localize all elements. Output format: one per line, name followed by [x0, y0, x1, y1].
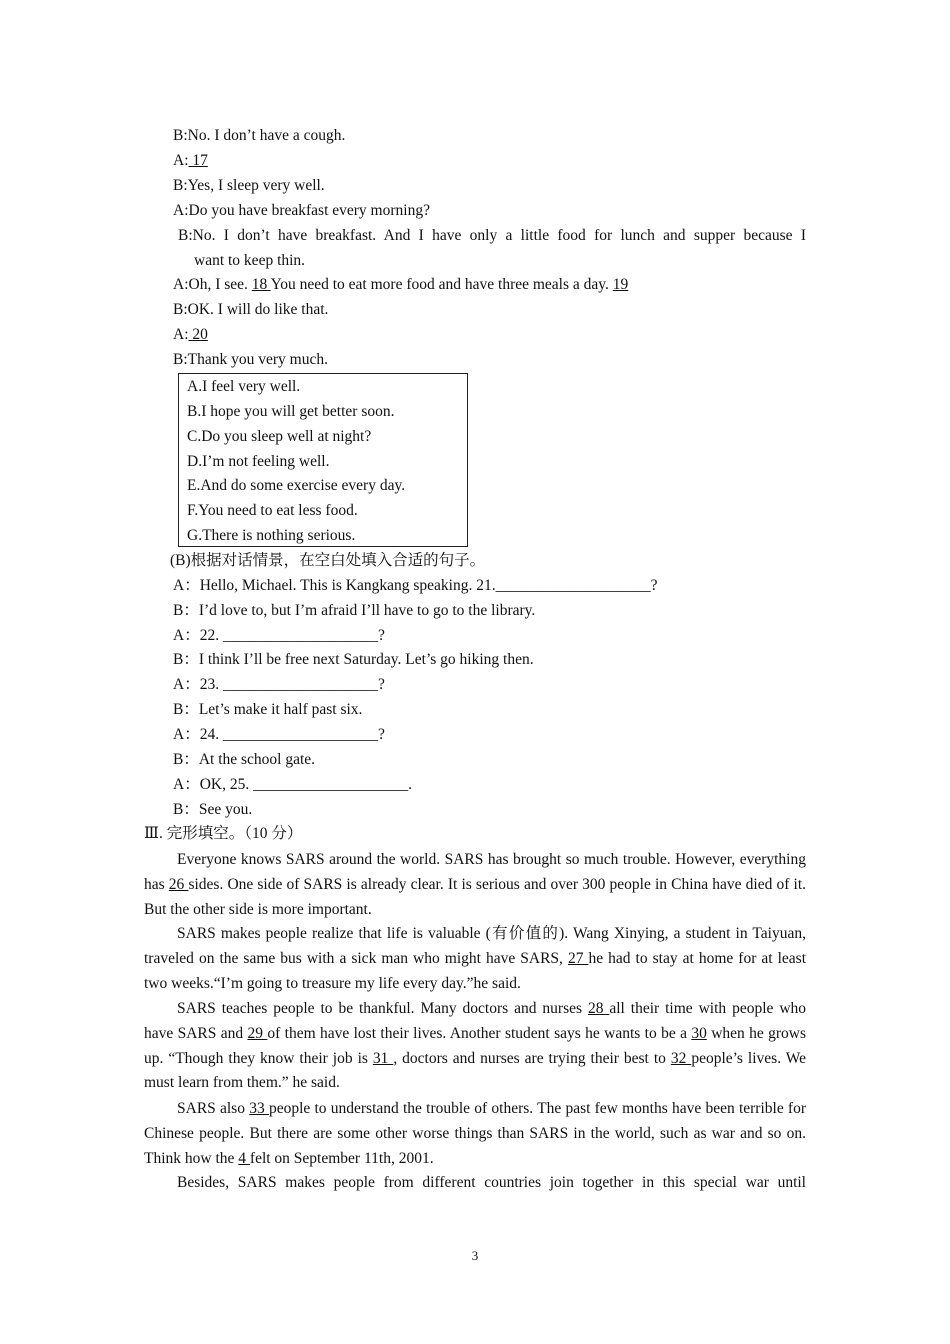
- option-item: A.I feel very well.: [187, 378, 301, 395]
- cloze-blank: 32: [670, 1049, 692, 1067]
- passage-paragraph: SARS teaches people to be thankful. Many doctors and nurses 28 all their time with people who have SARS and 29 of them have lost their lives. Another student says he wants to be a 30 when he grows up. “Though they know their job is 31 , doctors and nurses are trying their best to 32 people’s lives. We must learn from them.” he said.: [144, 1000, 807, 1092]
- passage-paragraph: Everyone knows SARS around the world. SARS has brought so much trouble. However, everything has 26 sides. One side of SARS is already clear. It is serious and over 300 people in China have died of it. But the other side is more important.: [144, 851, 807, 918]
- option-item: C.Do you sleep well at night?: [187, 428, 372, 445]
- options-box: [178, 373, 468, 547]
- dialogue-line: B:OK. I will do like that.: [173, 301, 329, 318]
- passage-paragraph: SARS makes people realize that life is valuable (有价值的). Wang Xinying, a student in Taiyuan, traveled on the same bus with a sick man who might have SARS, 27 he had to stay at home for at least two weeks.“I’m going to treasure my life every day.”he said.: [144, 925, 806, 992]
- dialogue-line: A: 20: [173, 326, 208, 343]
- dialogue-line: B：At the school gate.: [173, 751, 316, 768]
- option-item: F.You need to eat less food.: [187, 502, 358, 519]
- dialogue-line: A：Hello, Michael. This is Kangkang speaking. 21.____________________?: [173, 577, 658, 594]
- cloze-blank: 28: [587, 1000, 610, 1017]
- cloze-blank: 29: [247, 1024, 268, 1042]
- dialogue-line: B:No. I don’t have a cough.: [173, 127, 346, 144]
- dialogue-line: A：OK, 25. ____________________.: [173, 776, 412, 793]
- dialogue-line: B:Thank you very much.: [173, 351, 328, 368]
- dialogue-line: B：See you.: [173, 801, 253, 818]
- answer-blank: 18: [251, 276, 271, 293]
- section-title: Ⅲ. 完形填空。（10 分）: [144, 825, 303, 842]
- option-item: E.And do some exercise every day.: [187, 477, 406, 494]
- dialogue-line: A:Do you have breakfast every morning?: [173, 202, 430, 219]
- dialogue-line: B:Yes, I sleep very well.: [173, 177, 325, 194]
- cloze-blank: 26: [168, 875, 189, 893]
- part-b-title: (B)根据对话情景，在空白处填入合适的句子。: [170, 552, 486, 569]
- dialogue-line: A：22. ____________________?: [173, 627, 385, 644]
- answer-blank: 20: [188, 326, 208, 343]
- cloze-blank: 30: [691, 1024, 707, 1042]
- cloze-blank: 31: [372, 1049, 394, 1067]
- dialogue-line: B:No. I don’t have breakfast. And I have only a little food for lunch and supper because I: [178, 227, 806, 244]
- option-item: D.I’m not feeling well.: [187, 453, 330, 470]
- cloze-blank: 27: [567, 949, 589, 967]
- dialogue-line: A: 17: [173, 152, 208, 169]
- dialogue-line: A：24. ____________________?: [173, 726, 385, 743]
- option-item: G.There is nothing serious.: [187, 527, 356, 544]
- passage-paragraph: SARS also 33 people to understand the trouble of others. The past few months have been terrible for Chinese people. But there are some other worse things than SARS in the world, such as war and so on. Think how the 4 felt on September 11th, 2001.: [144, 1100, 806, 1167]
- dialogue-line: B：Let’s make it half past six.: [173, 701, 363, 718]
- cloze-blank: 4: [238, 1149, 250, 1167]
- option-item: B.I hope you will get better soon.: [187, 403, 395, 420]
- dialogue-line-continuation: want to keep thin.: [194, 252, 306, 269]
- answer-blank: 19: [612, 276, 629, 293]
- passage-paragraph: Besides, SARS makes people from different countries join together in this special war until: [177, 1174, 806, 1191]
- answer-blank: 17: [188, 152, 208, 169]
- dialogue-line: B：I’d love to, but I’m afraid I’ll have to go to the library.: [173, 602, 536, 619]
- dialogue-line: A：23. ____________________?: [173, 676, 385, 693]
- page-number: 3: [471, 1248, 479, 1263]
- dialogue-line: B：I think I’ll be free next Saturday. Let’s go hiking then.: [173, 651, 534, 668]
- cloze-blank: 33: [249, 1100, 269, 1117]
- dialogue-line: A:Oh, I see. 18 You need to eat more food and have three meals a day. 19: [173, 276, 629, 293]
